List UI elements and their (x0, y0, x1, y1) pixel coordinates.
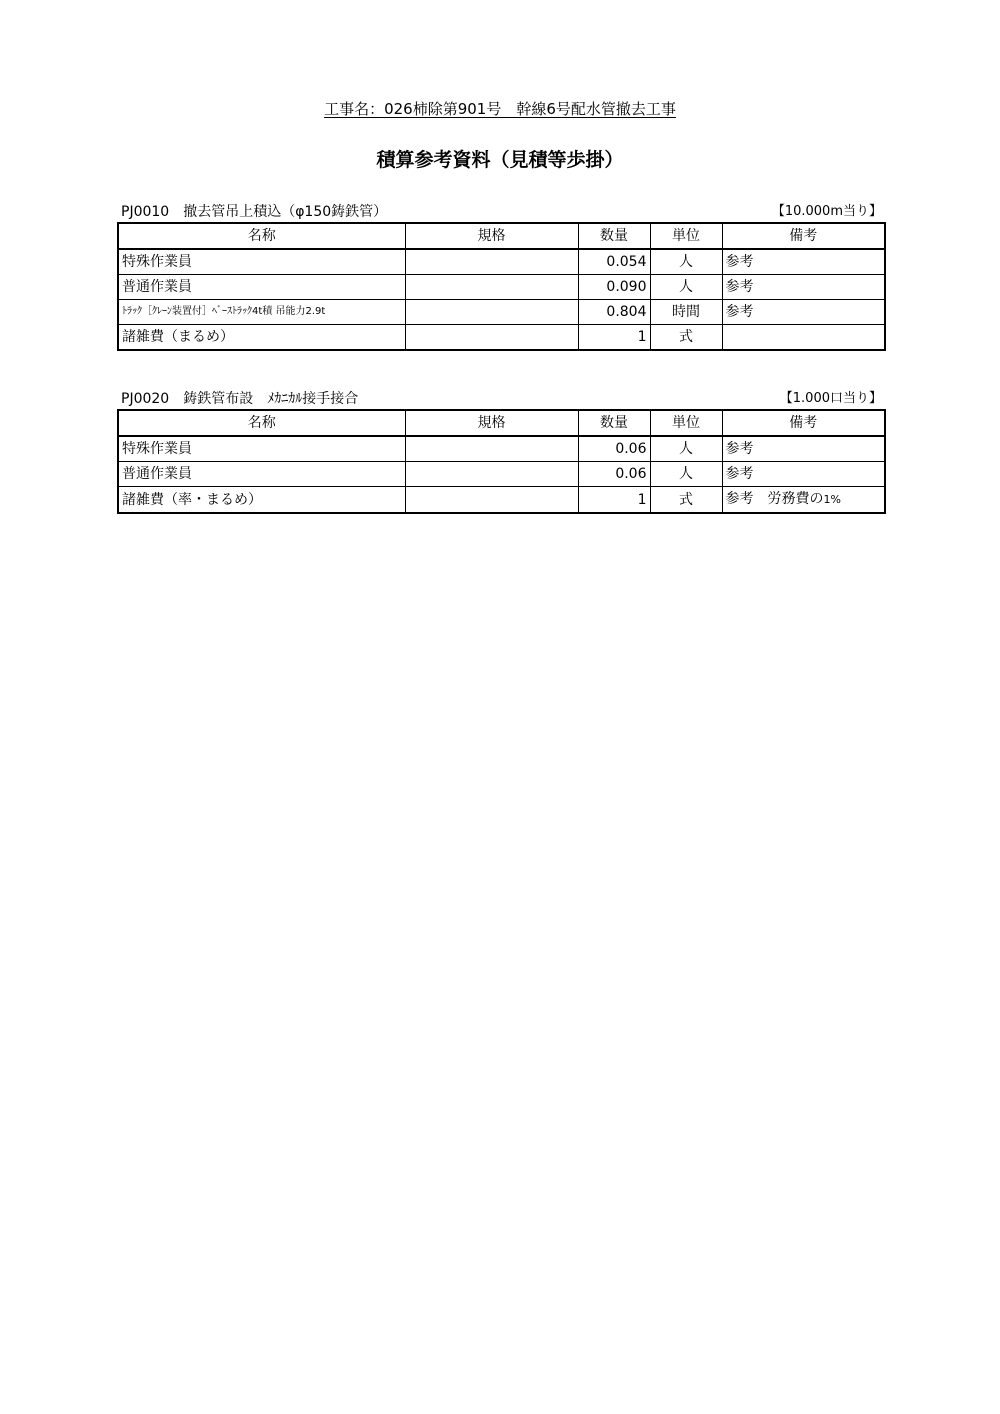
row-quantity: 0.090 (578, 275, 650, 300)
header-name: 名称 (118, 410, 405, 436)
header-unit: 単位 (650, 223, 722, 249)
estimate-table (117, 222, 886, 351)
row-spec (405, 436, 578, 462)
section-per-unit: 【10.000m当り】 (771, 204, 882, 219)
section-code-title: PJ0010 撤去管吊上積込（φ150鋳鉄管） (121, 204, 388, 220)
row-remarks (722, 487, 885, 514)
table-row (118, 249, 885, 275)
table-header-row (118, 410, 885, 436)
row-remarks: 参考 (722, 249, 885, 275)
table-row (118, 325, 885, 351)
project-name (0, 99, 1000, 119)
row-remarks: 参考 (722, 436, 885, 462)
row-unit: 式 (650, 487, 722, 514)
row-remarks: 参考 (722, 300, 885, 325)
row-spec (405, 249, 578, 275)
table-row (118, 275, 885, 300)
table-header-row (118, 223, 885, 249)
row-remarks (722, 325, 885, 351)
header-unit: 単位 (650, 410, 722, 436)
table-row (118, 487, 885, 514)
row-quantity: 0.06 (578, 436, 650, 462)
row-unit: 人 (650, 249, 722, 275)
row-quantity: 1 (578, 325, 650, 351)
header-remarks: 備考 (722, 223, 885, 249)
estimate-table (117, 409, 886, 514)
row-quantity: 0.804 (578, 300, 650, 325)
row-name: 特殊作業員 (118, 436, 405, 462)
row-spec (405, 487, 578, 514)
row-quantity: 0.06 (578, 462, 650, 487)
project-name-text: 工事名：026柿除第901号 幹線6号配水管撤去工事 (324, 100, 676, 118)
row-spec (405, 325, 578, 351)
row-name: ﾄﾗｯｸ［ｸﾚｰﾝ装置付］ﾍﾞｰｽﾄﾗｯｸ4t積 吊能力2.9t (118, 300, 405, 325)
header-name: 名称 (118, 223, 405, 249)
row-remarks: 参考 (722, 462, 885, 487)
row-unit: 人 (650, 275, 722, 300)
estimate-section-pj0020 (117, 389, 884, 514)
row-name: 諸雑費（まるめ） (118, 325, 405, 351)
row-quantity: 0.054 (578, 249, 650, 275)
row-name: 普通作業員 (118, 462, 405, 487)
section-header (117, 389, 884, 409)
document-title: 積算参考資料（見積等歩掛） (376, 149, 624, 171)
row-quantity: 1 (578, 487, 650, 514)
row-name: 諸雑費（率・まるめ） (118, 487, 405, 514)
table-row (118, 300, 885, 325)
row-remarks-rate: 1% (823, 493, 841, 506)
section-header (117, 202, 884, 222)
table-row (118, 462, 885, 487)
estimate-section-pj0010 (117, 202, 884, 351)
row-unit: 式 (650, 325, 722, 351)
row-unit: 人 (650, 436, 722, 462)
row-spec (405, 462, 578, 487)
header-quantity: 数量 (578, 410, 650, 436)
row-unit: 時間 (650, 300, 722, 325)
row-spec (405, 300, 578, 325)
header-remarks: 備考 (722, 410, 885, 436)
row-name: 特殊作業員 (118, 249, 405, 275)
header-spec: 規格 (405, 223, 578, 249)
section-per-unit: 【1.000口当り】 (779, 391, 882, 406)
row-remarks-text: 参考 労務費の (725, 491, 824, 507)
header-spec: 規格 (405, 410, 578, 436)
row-unit: 人 (650, 462, 722, 487)
header-quantity: 数量 (578, 223, 650, 249)
row-name: 普通作業員 (118, 275, 405, 300)
section-code-title: PJ0020 鋳鉄管布設 ﾒｶﾆｶﾙ接手接合 (121, 391, 359, 407)
row-spec (405, 275, 578, 300)
row-remarks: 参考 (722, 275, 885, 300)
table-row (118, 436, 885, 462)
